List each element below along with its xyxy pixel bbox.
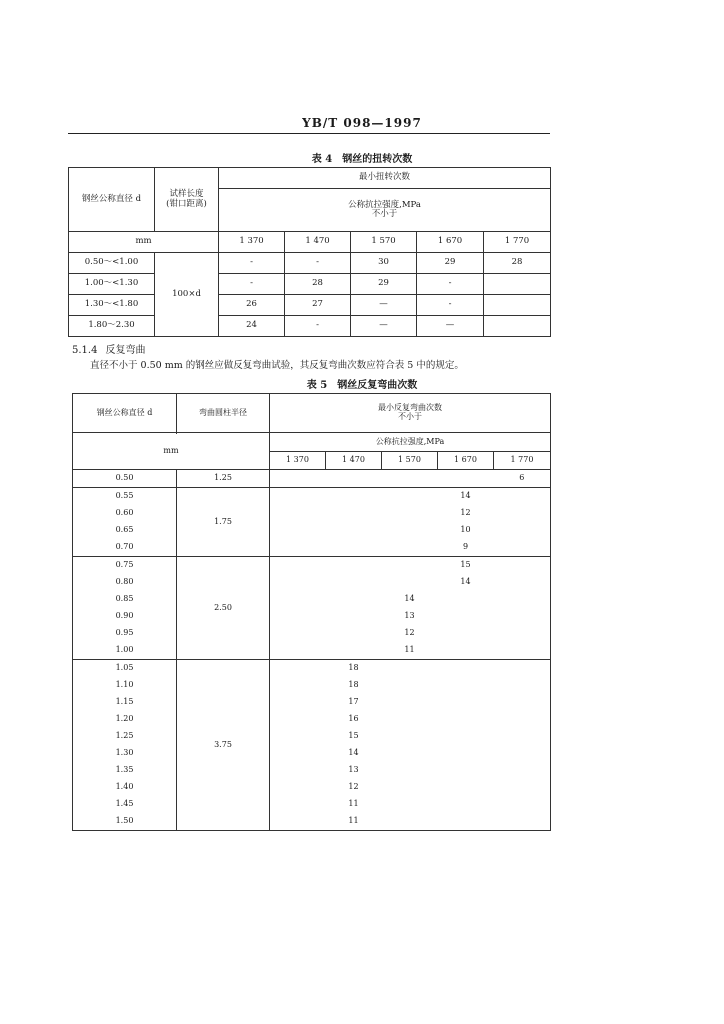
table5-value-cell — [438, 779, 494, 796]
table5-value-cell — [326, 539, 382, 557]
table5-value-cell — [438, 677, 494, 694]
table5-value-cell — [494, 762, 551, 779]
table5-diameter-cell: 1.05 — [73, 660, 177, 678]
section-title: 反复弯曲 — [105, 345, 146, 356]
table5-radius-cell: 3.75 — [177, 660, 270, 831]
table5-diameter-cell: 0.85 — [73, 591, 177, 608]
table-row — [73, 728, 551, 745]
table5-value-cell — [270, 677, 326, 694]
table-row — [69, 316, 551, 337]
table4-header-length — [155, 168, 219, 232]
table5-value-cell — [382, 677, 438, 694]
table5-value-cell: 11 — [348, 799, 359, 809]
table5-value-cell — [326, 625, 382, 642]
table4-cell: 28 — [484, 253, 551, 274]
table5-caption: 表 5 钢丝反复弯曲次数 — [306, 380, 418, 391]
table5-value-cell — [270, 711, 326, 728]
table4-cell: 30 — [351, 253, 417, 274]
table5-value-cell: 15 — [348, 731, 359, 741]
section-heading — [72, 341, 145, 356]
table5-value-cell: 14 — [348, 748, 359, 758]
table5-value-cell — [494, 608, 551, 625]
table-row — [73, 745, 551, 762]
table-row — [73, 522, 551, 539]
table5-diameter-cell: 1.40 — [73, 779, 177, 796]
table5-diameter-cell: 0.90 — [73, 608, 177, 625]
table5-value-cell: 15 — [438, 557, 494, 575]
table4-cell: - — [417, 295, 484, 316]
table5-value-cell — [438, 625, 494, 642]
table5-diameter-cell: 1.20 — [73, 711, 177, 728]
table5-diameter-cell: 1.25 — [73, 728, 177, 745]
table5-value-cell — [438, 762, 494, 779]
table5-value-cell: 13 — [404, 611, 415, 621]
table5-value-cell — [494, 694, 551, 711]
table-row — [73, 608, 551, 625]
table5-diameter-cell: 1.50 — [73, 813, 177, 831]
table-row — [73, 591, 551, 608]
table5-value-cell — [270, 591, 326, 608]
table5-value-cell — [326, 505, 382, 522]
table-row — [73, 660, 551, 678]
table5-reverse-bend — [72, 393, 551, 831]
table4-strength-label: 公称抗拉强度,MPa — [348, 199, 421, 210]
table4-strength-5: 1 770 — [484, 232, 551, 253]
table5-value-cell — [270, 522, 326, 539]
table5-value-cell — [326, 470, 382, 488]
table5-radius-cell: 1.75 — [177, 488, 270, 557]
table5-strength-3: 1 570 — [382, 452, 438, 470]
table5-radius-cell: 1.25 — [177, 470, 270, 488]
table4-not-less: 不小于 — [371, 209, 398, 219]
table5-value-cell: 14 — [438, 488, 494, 506]
table5-value-cell: 9 — [438, 539, 494, 557]
table5-header-diameter: 钢丝公称直径 d — [73, 394, 177, 433]
table4-cell: - — [417, 274, 484, 295]
table5-radius-cell: 2.50 — [177, 557, 270, 660]
table5-value-cell — [326, 591, 382, 608]
table4-cell: 29 — [417, 253, 484, 274]
table5-value-cell — [382, 522, 438, 539]
table5-value-cell — [270, 694, 326, 711]
table5-header-radius: 弯曲圆柱半径 — [177, 394, 270, 433]
table5-strength-5: 1 770 — [494, 452, 551, 470]
table-row — [73, 642, 551, 660]
table5-value-cell — [494, 745, 551, 762]
table5-value-cell — [438, 642, 494, 660]
table5-value-cell: 16 — [348, 714, 359, 724]
table4-cell: — — [351, 316, 417, 337]
table5-diameter-cell: 0.60 — [73, 505, 177, 522]
table4-cell: 0.50～<1.00 — [69, 253, 155, 274]
table5-value-cell — [326, 574, 382, 591]
table5-value-cell — [382, 762, 438, 779]
table4-cell: 1.00～<1.30 — [69, 274, 155, 295]
table4-cell: 24 — [219, 316, 285, 337]
table5-value-cell: 10 — [460, 525, 471, 535]
table5-value-cell — [494, 660, 551, 678]
table-row — [73, 779, 551, 796]
table5-value-cell — [438, 694, 494, 711]
table4-cell — [484, 316, 551, 337]
table4-cell — [484, 274, 551, 295]
table5-value-cell: 18 — [326, 660, 382, 678]
table4-cell: 1.30～<1.80 — [69, 295, 155, 316]
table5-value-cell — [326, 488, 382, 506]
table4-header-length-line1: 试样长度 — [169, 189, 204, 200]
table4-cell: - — [219, 274, 285, 295]
table-row — [73, 694, 551, 711]
table5-value-cell — [270, 762, 326, 779]
table5-value-cell — [494, 505, 551, 522]
table5-value-cell — [382, 694, 438, 711]
table5-value-cell: 12 — [404, 628, 415, 638]
table-row — [73, 488, 551, 506]
table5-unit: mm — [73, 433, 270, 470]
table-row — [69, 295, 551, 316]
table5-diameter-cell: 0.50 — [73, 470, 177, 488]
table5-diameter-cell: 1.35 — [73, 762, 177, 779]
table5-value-cell — [382, 488, 438, 506]
table5-value-cell — [270, 796, 326, 813]
table5-value-cell — [270, 574, 326, 591]
table-row — [73, 625, 551, 642]
table4-torsion — [68, 167, 551, 337]
table5-diameter-cell: 0.80 — [73, 574, 177, 591]
table5-min-bends-label: 最小反复弯曲次数 — [378, 403, 442, 413]
table5-value-cell — [382, 745, 438, 762]
table5-value-cell — [270, 813, 326, 831]
table-row — [69, 253, 551, 274]
table4-cell: - — [219, 253, 285, 274]
table5-value-cell — [270, 779, 326, 796]
table5-value-cell — [270, 660, 326, 678]
table-row — [73, 762, 551, 779]
table5-value-cell: 6 — [494, 470, 551, 488]
table5-value-cell — [438, 711, 494, 728]
table5-value-cell — [382, 796, 438, 813]
table5-value-cell: 14 — [460, 577, 471, 587]
table5-diameter-cell: 0.65 — [73, 522, 177, 539]
table5-value-cell — [438, 591, 494, 608]
table5-value-cell — [326, 608, 382, 625]
table5-value-cell: 14 — [404, 594, 415, 604]
table5-value-cell — [382, 539, 438, 557]
table5-value-cell — [382, 557, 438, 575]
table5-value-cell: 12 — [460, 508, 471, 518]
table5-value-cell — [494, 711, 551, 728]
table5-value-cell — [438, 660, 494, 678]
table4-strength-4: 1 670 — [417, 232, 484, 253]
table4-caption: 表 4 钢丝的扭转次数 — [311, 154, 413, 165]
table5-value-cell: 18 — [348, 680, 359, 690]
table5-value-cell: 13 — [348, 765, 359, 775]
table5-value-cell — [382, 505, 438, 522]
section-number: 5.1.4 — [72, 345, 98, 356]
table5-value-cell — [494, 625, 551, 642]
table4-cell: - — [285, 253, 351, 274]
table5-value-cell — [494, 796, 551, 813]
table5-diameter-cell: 1.45 — [73, 796, 177, 813]
table4-strength-3: 1 570 — [351, 232, 417, 253]
table5-value-cell — [382, 779, 438, 796]
table5-value-cell — [494, 677, 551, 694]
table5-not-less: 不小于 — [398, 412, 422, 421]
table5-value-cell — [270, 625, 326, 642]
table5-diameter-cell: 0.95 — [73, 625, 177, 642]
table4-cell: 29 — [351, 274, 417, 295]
table5-header-min-bends — [270, 394, 551, 433]
table5-value-cell — [270, 505, 326, 522]
table5-strength-4: 1 670 — [438, 452, 494, 470]
table4-cell — [484, 295, 551, 316]
table4-header-min-twists: 最小扭转次数 — [219, 168, 551, 189]
table5-value-cell — [438, 813, 494, 831]
table4-cell: 1.80～2.30 — [69, 316, 155, 337]
table5-diameter-cell: 1.00 — [73, 642, 177, 660]
table-row — [73, 796, 551, 813]
table5-value-cell — [438, 745, 494, 762]
table4-length-value: 100×d — [155, 253, 219, 337]
table5-value-cell — [326, 642, 382, 660]
table5-value-cell — [270, 539, 326, 557]
table-row — [69, 274, 551, 295]
table5-value-cell — [270, 557, 326, 575]
table5-value-cell: 11 — [326, 813, 382, 831]
table5-value-cell — [270, 642, 326, 660]
table5-diameter-cell: 1.30 — [73, 745, 177, 762]
table5-value-cell — [494, 574, 551, 591]
table4-cell: - — [285, 316, 351, 337]
table5-value-cell — [270, 470, 326, 488]
table5-value-cell — [382, 470, 438, 488]
table4-cell: 27 — [285, 295, 351, 316]
table4-cell: 26 — [219, 295, 285, 316]
table5-value-cell — [382, 728, 438, 745]
table-row — [73, 505, 551, 522]
table5-value-cell — [494, 557, 551, 575]
table4-header-length-line2: (钳口距离) — [166, 198, 207, 209]
table5-value-cell — [494, 728, 551, 745]
table5-value-cell — [438, 608, 494, 625]
table5-strength-1: 1 370 — [270, 452, 326, 470]
table4-header-diameter: 钢丝公称直径 d — [69, 168, 155, 232]
table4-unit: mm — [69, 232, 219, 253]
standard-number: YB/T 098—1997 — [302, 116, 422, 130]
table4-cell: — — [351, 295, 417, 316]
table5-value-cell — [438, 728, 494, 745]
table-row — [73, 677, 551, 694]
table5-value-cell — [494, 591, 551, 608]
table5-value-cell — [494, 488, 551, 506]
table5-diameter-cell: 1.10 — [73, 677, 177, 694]
table5-value-cell: 17 — [348, 697, 359, 707]
table-row — [73, 470, 551, 488]
table-row — [73, 711, 551, 728]
table5-value-cell — [270, 608, 326, 625]
table-row — [73, 574, 551, 591]
table-row — [73, 813, 551, 831]
table5-value-cell — [326, 557, 382, 575]
table5-value-cell — [494, 642, 551, 660]
table5-value-cell — [494, 779, 551, 796]
table5-diameter-cell: 0.70 — [73, 539, 177, 557]
table4-cell: — — [417, 316, 484, 337]
table5-value-cell — [438, 796, 494, 813]
table5-value-cell — [438, 470, 494, 488]
table5-value-cell — [270, 488, 326, 506]
table5-value-cell — [382, 711, 438, 728]
table5-diameter-cell: 0.55 — [73, 488, 177, 506]
table5-value-cell — [494, 539, 551, 557]
table5-value-cell — [494, 522, 551, 539]
table4-cell: 28 — [285, 274, 351, 295]
table4-header-strength — [219, 189, 551, 232]
table5-diameter-cell: 1.15 — [73, 694, 177, 711]
table5-value-cell — [270, 745, 326, 762]
table5-value-cell: 11 — [382, 642, 438, 660]
table5-diameter-cell: 0.75 — [73, 557, 177, 575]
table-row — [73, 539, 551, 557]
header-rule — [68, 133, 550, 134]
table5-value-cell: 12 — [348, 782, 359, 792]
table-row — [73, 557, 551, 575]
table5-strength-2: 1 470 — [326, 452, 382, 470]
table5-value-cell — [382, 660, 438, 678]
table4-strength-2: 1 470 — [285, 232, 351, 253]
table5-value-cell — [382, 574, 438, 591]
table5-value-cell — [270, 728, 326, 745]
table4-strength-1: 1 370 — [219, 232, 285, 253]
table5-value-cell — [382, 813, 438, 831]
table5-strength-label: 公称抗拉强度,MPa — [270, 433, 551, 452]
table5-value-cell — [494, 813, 551, 831]
table5-value-cell — [326, 522, 382, 539]
section-paragraph: 直径不小于 0.50 mm 的钢丝应做反复弯曲试验，其反复弯曲次数应符合表 5 中的规定。 — [90, 360, 464, 371]
